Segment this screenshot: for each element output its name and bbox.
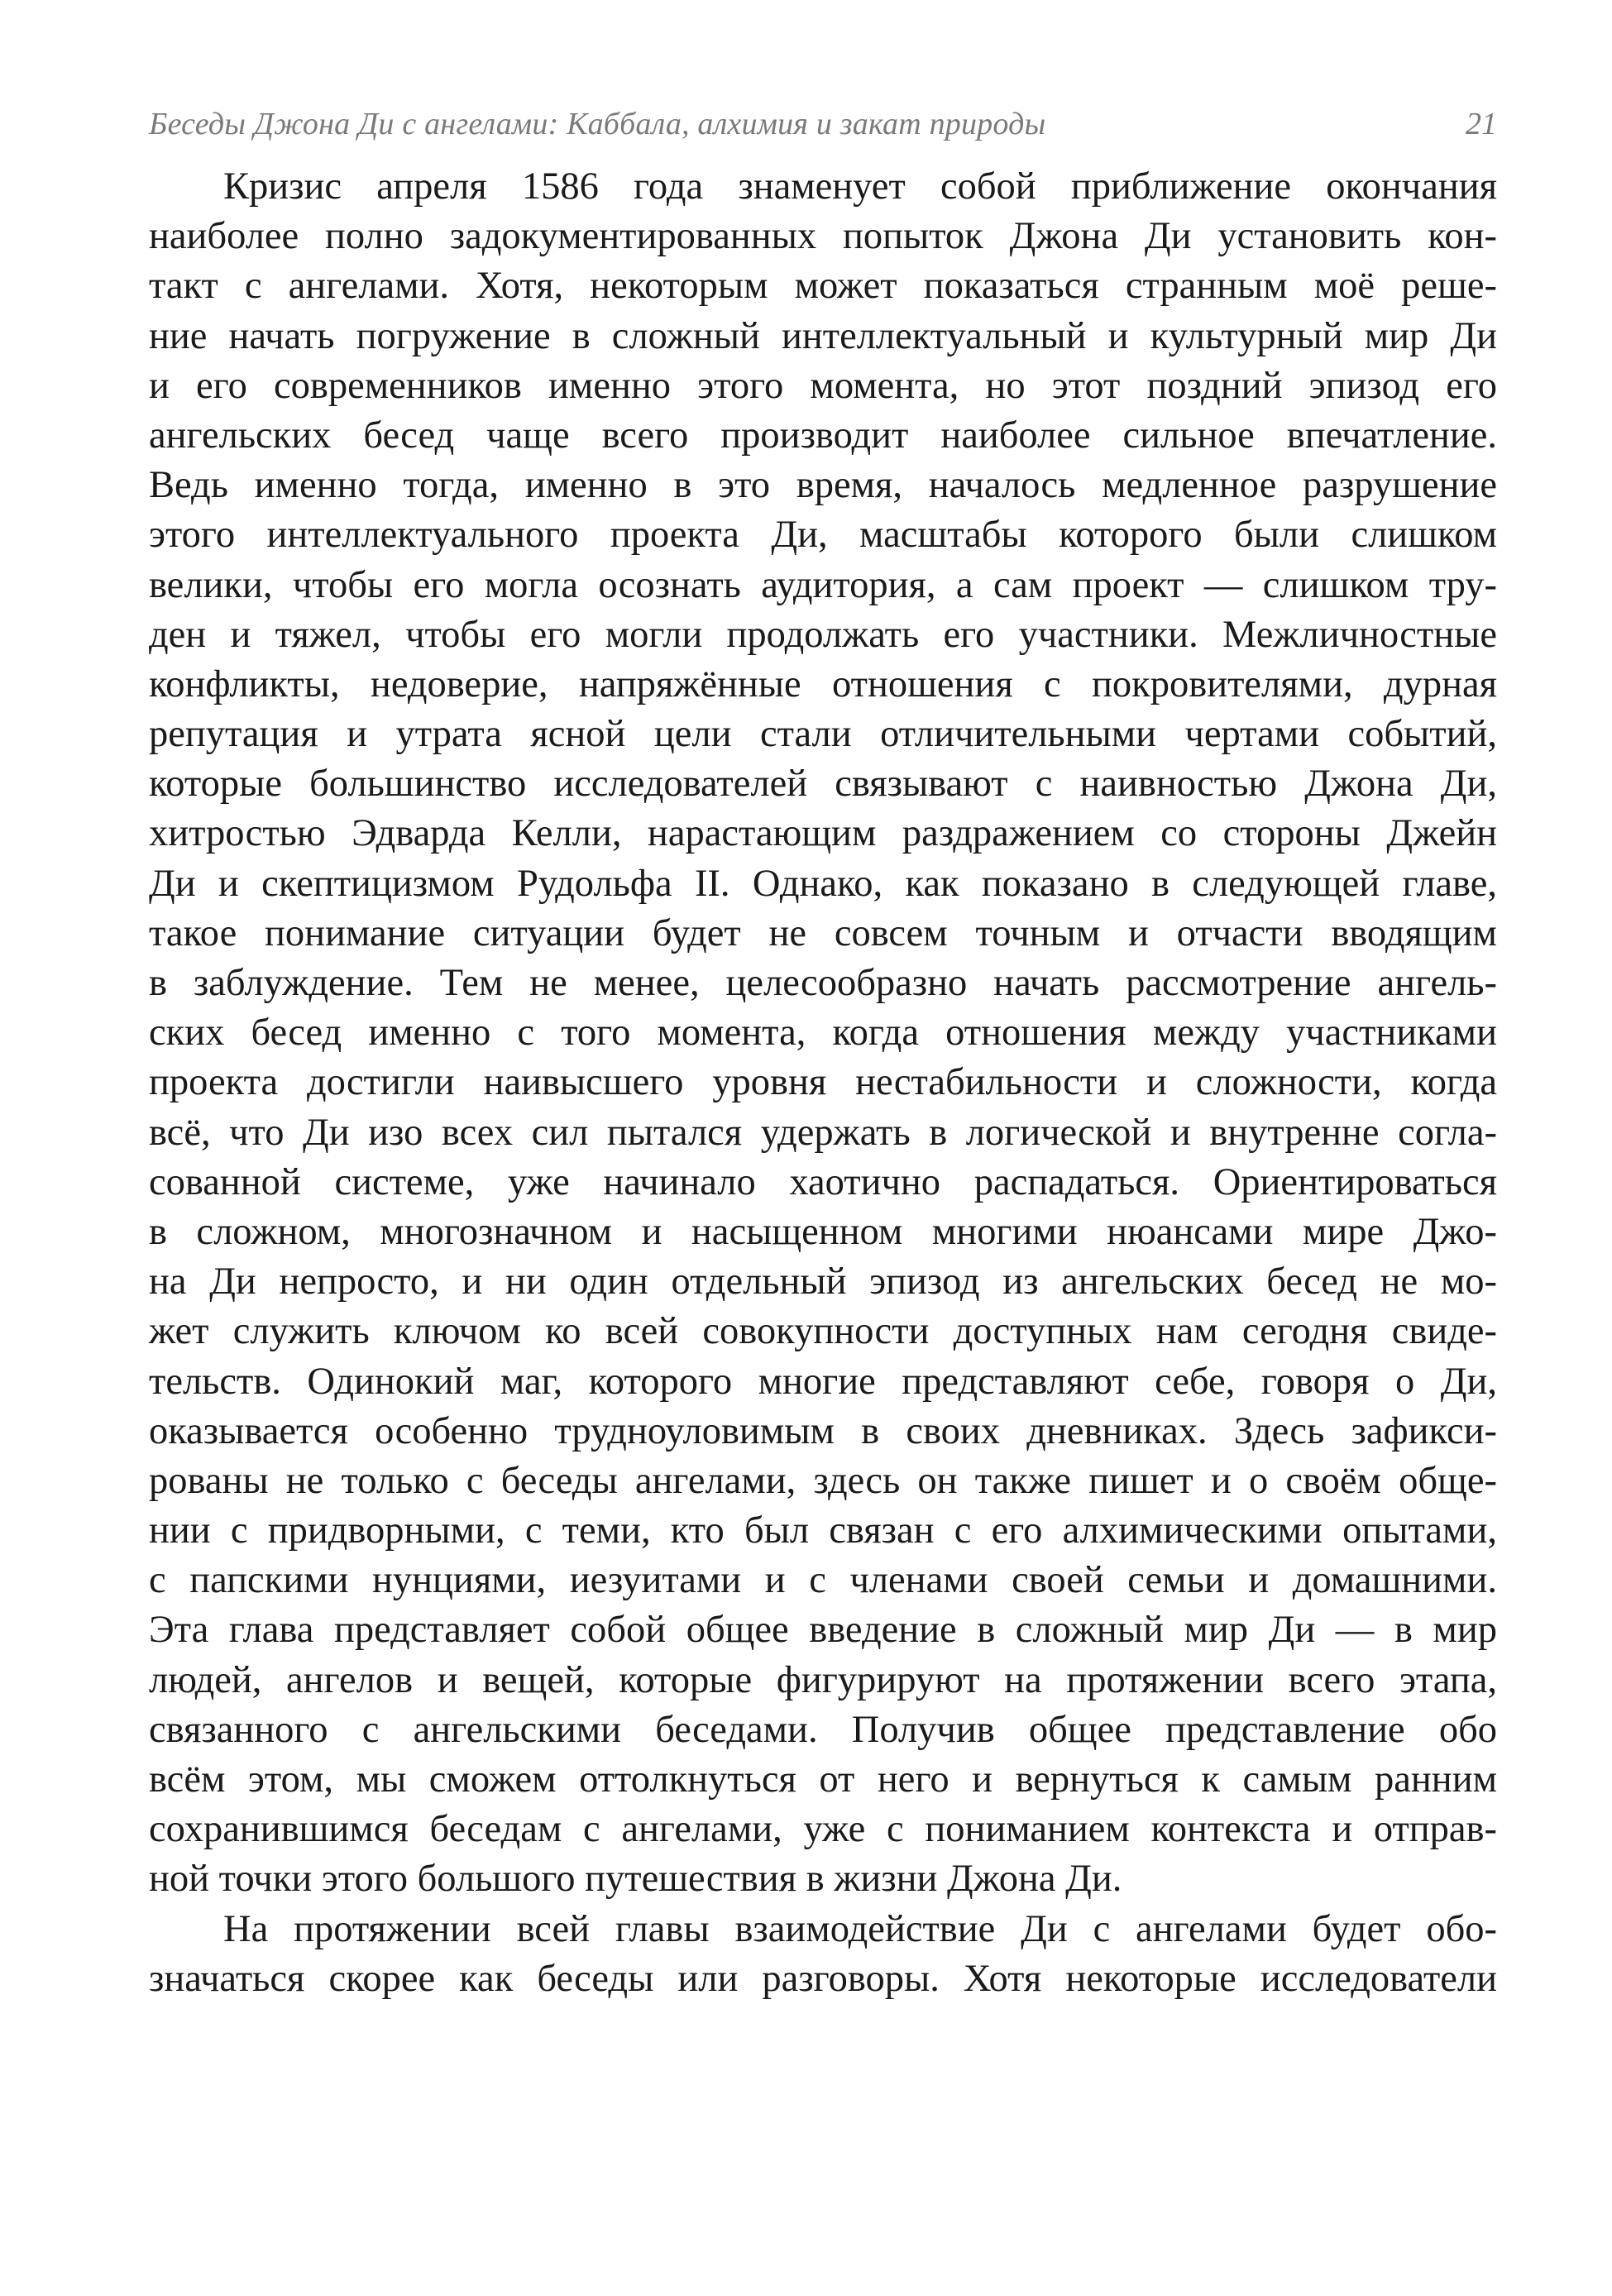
text-line: велики, чтобы его могла осознать аудитория, а сам проект — слишком тру- — [149, 563, 1497, 606]
text-line: всём этом, мы сможем оттолкнуться от него и вернуться к самым ранним — [149, 1758, 1497, 1801]
text-line: в сложном, многозначном и насыщенном многими нюансами мире Джо- — [149, 1210, 1497, 1253]
text-line: и его современников именно этого момента, но этот поздний эпизод его — [149, 364, 1497, 407]
text-line: На протяжении всей главы взаимодействие Ди с ангелами будет обо- — [223, 1907, 1497, 1950]
text-line: проекта достигли наивысшего уровня нестабильности и сложности, когда — [149, 1061, 1497, 1104]
text-line: нии с придворными, с теми, кто был связан с его алхимическими опытами, — [149, 1509, 1497, 1552]
text-line: рованы не только с беседы ангелами, здесь он также пишет и о своём обще- — [149, 1459, 1497, 1502]
text-line: этого интеллектуального проекта Ди, масштабы которого были слишком — [149, 514, 1497, 557]
text-line: сованной системе, уже начинало хаотично распадаться. Ориентироваться — [149, 1160, 1497, 1203]
text-line: хитростью Эдварда Келли, нарастающим раздражением со стороны Джейн — [149, 812, 1497, 855]
paragraph — [149, 1905, 1497, 2004]
text-line: такое понимание ситуации будет не совсем точным и отчасти вводящим — [149, 911, 1497, 954]
text-line: значаться скорее как беседы или разговоры. Хотя некоторые исследователи — [149, 1957, 1497, 2000]
text-line: ангельских бесед чаще всего производит наиболее сильное впечатление. — [149, 414, 1497, 457]
text-line: наиболее полно задокументированных попыток Джона Ди установить кон- — [149, 215, 1497, 258]
text-line: Кризис апреля 1586 года знаменует собой приближение окончания — [223, 165, 1497, 208]
text-line: Эта глава представляет собой общее введение в сложный мир Ди — в мир — [149, 1609, 1497, 1652]
text-line: сохранившимся беседам с ангелами, уже с пониманием контекста и отправ- — [149, 1808, 1497, 1851]
text-line: оказывается особенно трудноуловимым в своих дневниках. Здесь зафикси- — [149, 1409, 1497, 1452]
text-line: ной точки этого большого путешествия в жизни Джона Ди. — [149, 1858, 1122, 1901]
text-line: ден и тяжел, чтобы его могли продолжать его участники. Межличностные — [149, 613, 1497, 656]
text-line: с папскими нунциями, иезуитами и с членами своей семьи и домашними. — [149, 1559, 1497, 1602]
page-number: 21 — [1466, 107, 1497, 141]
text-line: всё, что Ди изо всех сил пытался удержать в логической и внутренне согла- — [149, 1111, 1497, 1154]
text-line: в заблуждение. Тем не менее, целесообразно начать рассмотрение ангель- — [149, 962, 1497, 1004]
body-text — [149, 162, 1497, 2004]
text-line: ние начать погружение в сложный интеллектуальный и культурный мир Ди — [149, 314, 1497, 357]
running-head-title: Беседы Джона Ди с ангелами: Каббала, алхимия и закат природы — [149, 107, 1046, 141]
text-line: жет служить ключом ко всей совокупности доступных нам сегодня свиде- — [149, 1310, 1497, 1353]
text-line: ских бесед именно с того момента, когда отношения между участниками — [149, 1012, 1497, 1055]
text-line: репутация и утрата ясной цели стали отличительными чертами событий, — [149, 713, 1497, 756]
text-line: Ведь именно тогда, именно в это время, началось медленное разрушение — [149, 464, 1497, 507]
paragraph — [149, 162, 1497, 1905]
text-line: Ди и скептицизмом Рудольфа II. Однако, как показано в следующей главе, — [149, 862, 1497, 905]
running-head — [149, 106, 1497, 147]
text-line: связанного с ангельскими беседами. Получив общее представление обо — [149, 1708, 1497, 1751]
text-line: такт с ангелами. Хотя, некоторым может показаться странным моё реше- — [149, 265, 1497, 308]
text-line: которые большинство исследователей связывают с наивностью Джона Ди, — [149, 763, 1497, 806]
text-line: тельств. Одинокий маг, которого многие представляют себе, говоря о Ди, — [149, 1360, 1497, 1403]
text-line: людей, ангелов и вещей, которые фигурируют на протяжении всего этапа, — [149, 1658, 1497, 1701]
text-line: на Ди непросто, и ни один отдельный эпизод из ангельских бесед не мо- — [149, 1260, 1497, 1303]
text-line: конфликты, недоверие, напряжённые отношения с покровителями, дурная — [149, 662, 1497, 706]
